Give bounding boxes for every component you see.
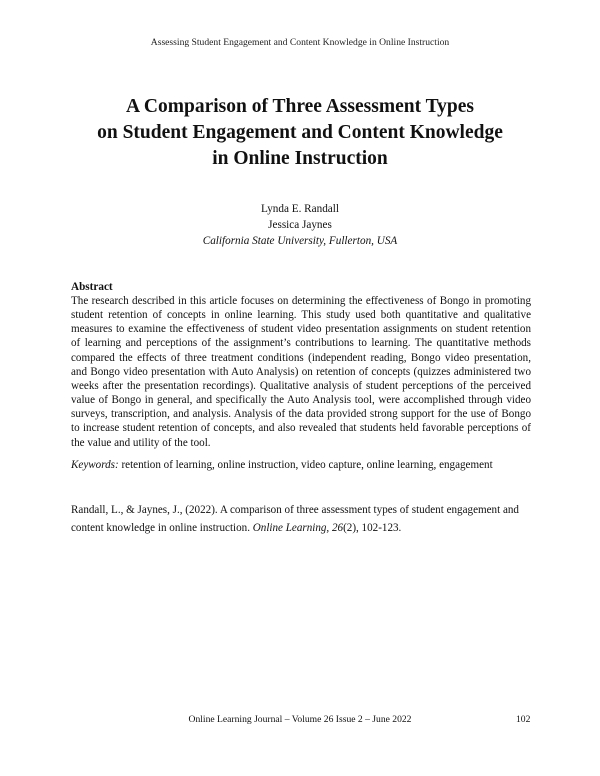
paper-title (40, 94, 560, 172)
title-line: A Comparison of Three Assessment Types (126, 96, 474, 117)
author-name: Jessica Jaynes (268, 219, 332, 231)
citation-prefix: Randall, L., & Jaynes, J., (2022). A comparison of three assessment types of student engagement and content knowledge in online instruction. (71, 504, 519, 534)
author-name: Lynda E. Randall (261, 203, 339, 215)
page-number: 102 (516, 714, 531, 725)
keywords-label: Keywords: (71, 459, 119, 471)
author-affiliation: California State University, Fullerton, USA (202, 235, 398, 247)
keywords (71, 459, 541, 471)
title-line: in Online Instruction (212, 148, 388, 169)
abstract-text: The research described in this article focuses on determining the effectiveness of Bongo in promoting student retention of concepts in online learning. This study used both quantitative and qualitative measures to examine the effectiveness of student video presentation assignments on student retention of learning and perceptions of the assignment’s contributions to learning. The quantitative methods compared the effects of three treatment conditions (independent reading, Bongo video presentation, and Bongo video presentation with Auto Analysis) on retention of concepts (quizzes administered two weeks after the presentation recordings). Qualitative analysis of student perceptions of the perceived value of Bongo in general, and specifically the Auto Analysis tool, were accomplished through video surveys, transcription, and analysis. Analysis of the data provided strong support for the use of Bongo to increase student retention of concepts, and also revealed that students held favorable perceptions of the value and utility of the tool. (71, 295, 531, 449)
abstract-heading: Abstract (71, 281, 113, 293)
running-head: Assessing Student Engagement and Content Knowledge in Online Instruction (150, 37, 450, 48)
keywords-text: retention of learning, online instruction, video capture, online learning, engagement (118, 459, 493, 471)
citation-suffix: (2), 102-123. (343, 521, 402, 534)
title-line: on Student Engagement and Content Knowledge (97, 122, 503, 143)
citation-journal: Online Learning, 26 (252, 521, 344, 534)
citation (71, 502, 541, 537)
footer-journal: Online Learning Journal – Volume 26 Issue 2 – June 2022 (188, 714, 412, 725)
author-block (0, 201, 600, 249)
